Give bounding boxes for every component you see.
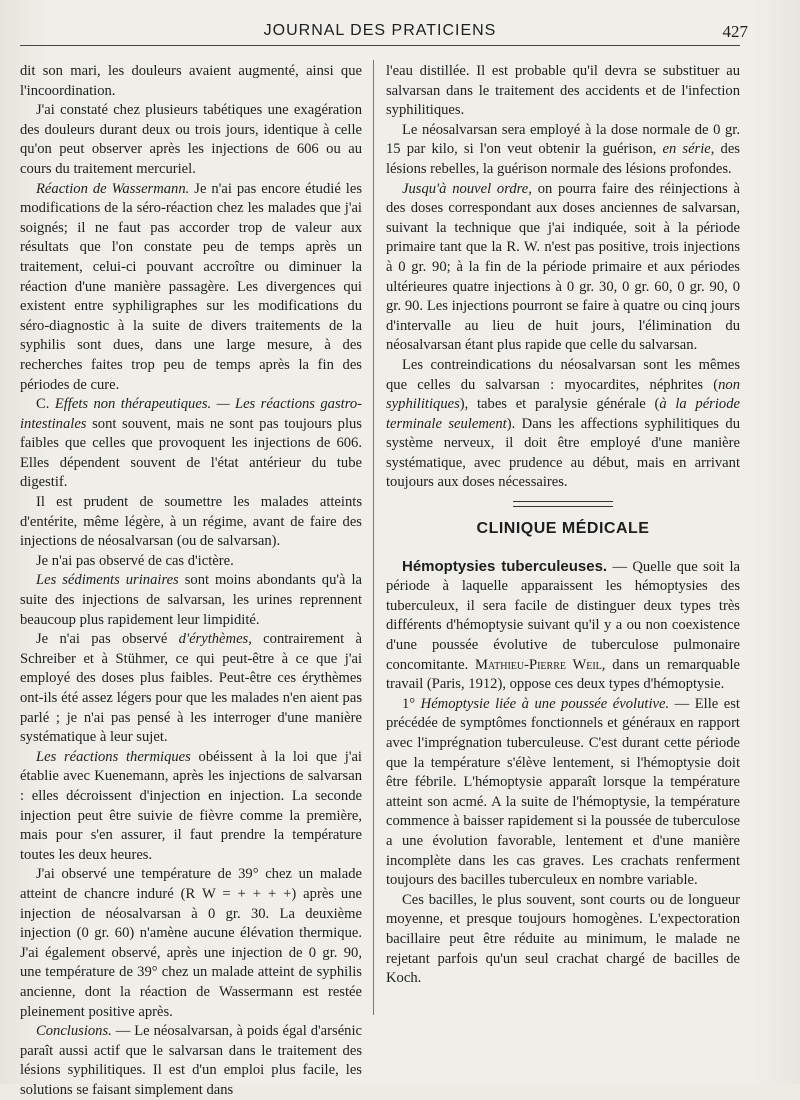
paragraph: l'eau distillée. Il est probable qu'il devra se substituer au salvarsan dans le traitement des accidents et de l'infection syphilitiques. bbox=[386, 63, 740, 119]
paragraph: C. Effets non thérapeutiques. — Les réactions gastro-intestinales sont souvent, mais ne sont pas toujours plus faibles que celles que provoquent les injections de 606. Elles dépendent souvent de l'état antérieur du tube digestif. bbox=[20, 396, 363, 491]
right-column bbox=[386, 62, 740, 989]
subsection-title: Jusqu'à nouvel ordre bbox=[402, 180, 529, 197]
column-divider bbox=[373, 60, 374, 1015]
subsection-title: Hémoptysie liée à une poussée évolutive. bbox=[420, 695, 670, 712]
paragraph: Je n'ai pas observé d'érythèmes, contrairement à Schreiber et à Stühmer, ce qui peut-être à ce que j'ai employé des doses plus faibles. Peut-être ces érythèmes ont-ils été assez légers pour que les malades n'en aient pas parlé ; je n'ai pas pensé à les interroger d'une manière systématique à leur sujet. bbox=[20, 631, 362, 746]
subsection-title: d'érythèmes bbox=[178, 631, 249, 648]
author-name: Mathieu-Pierre Weil bbox=[475, 656, 602, 673]
paragraph: Les contreindications du néosalvarsan sont les mêmes que celles du salvarsan : myocardites, néphrites (non syphilitiques), tabes et paralysie générale (à la période terminale seulement). Dans les affections syphilitiques du système nerveux, il doit être employé d'une manière systématique, avec prudence au début, mais en arrivant toujours aux doses nécessaires. bbox=[386, 356, 740, 491]
paragraph: Je n'ai pas observé de cas d'ictère. bbox=[36, 552, 234, 569]
page-header bbox=[20, 20, 748, 44]
paragraph: 1° Hémoptysie liée à une poussée évolutive. — Elle est précédée de symptômes fonctionnels et généraux en rapport avec l'imprégnation tuberculeuse. C'est durant cette période que la température s'élève lentement, si l'hémoptysie doit être fébrile. L'hémoptysie apparaît lorsque la température atteint son acmé. A la suite de l'hémoptysie, la température commence à baisser rapidement si la poussée de tuberculose a une évolution favorable, lentement et d'une manière incomplète dans les cas graves. Les crachats renferment toujours des bacilles tuberculeux en nombre variable. bbox=[386, 695, 740, 889]
left-column bbox=[20, 62, 362, 1100]
paragraph: Conclusions. — Le néosalvarsan, à poids égal d'arsénic paraît aussi actif que le salvarsan dans le traitement des lésions syphilitiques. Il est d'un emploi plus facile, les solutions se faisant simplement dans bbox=[20, 1023, 362, 1098]
running-title: JOURNAL DES PRATICIENS bbox=[263, 22, 497, 39]
header-rule bbox=[20, 45, 740, 46]
page-number: 427 bbox=[722, 22, 748, 41]
paragraph: Jusqu'à nouvel ordre, on pourra faire des réinjections à des doses correspondant aux doses anciennes de salvarsan, suivant la technique que j'ai indiquée, soit à la période primaire tant que la R. W. n'est pas positive, trois injections à 0 gr. 90; à la fin de la période primaire et aux périodes ultérieures quatre injections à 0 gr. 30, 0 gr. 60, 0 gr. 90, 0 gr. 90. Les injections pourront se faire à quatre ou cinq jours d'intervalle au lieu de huit jours, l'élimination du néosalvarsan étant plus rapide que celle du salvarsan. bbox=[386, 180, 740, 354]
subsection-title: Réaction de Wassermann. bbox=[36, 180, 190, 197]
paragraph: Réaction de Wassermann. Je n'ai pas encore étudié les modifications de la séro-réaction chez les malades que j'ai soignés; il ne faut pas accorder trop de valeur aux résultats que l'on constate peu de temps après un traitement, celui-ci pouvant accroître ou diminuer la réaction d'une manière passagère. Les divergences qui existent entre syphiligraphes sur les modifications du séro-diagnostic à la suite de divers traitements de la syphilis sont dues, dans une large mesure, à des recherches faites trop peu de temps après la fin des périodes de cure. bbox=[20, 180, 362, 393]
subsection-title: Effets non thérapeutiques. — Les réactions gastro-intestinales bbox=[20, 396, 363, 432]
paragraph: J'ai constaté chez plusieurs tabétiques une exagération des douleurs durant deux ou trois jours, identique à celle qu'on peut observer après les injections de 606 ou au cours du traitement mercuriel. bbox=[20, 102, 362, 177]
paragraph: Il est prudent de soumettre les malades atteints d'entérite, même légère, à un régime, avant de faire des injections de néosalvarsan (ou de salvarsan). bbox=[20, 494, 362, 550]
paragraph: Le néosalvarsan sera employé à la dose normale de 0 gr. 15 par kilo, si l'on veut obtenir la guérison, en série, des lésions rebelles, la guérison normale des lésions profondes. bbox=[386, 121, 740, 177]
subsection-title: Les sédiments urinaires bbox=[36, 572, 179, 589]
section-rule bbox=[513, 501, 613, 507]
section-heading: CLINIQUE MÉDICALE bbox=[476, 520, 650, 538]
paragraph: dit son mari, les douleurs avaient augmenté, ainsi que l'incoordination. bbox=[20, 63, 362, 99]
subsection-title: Les réactions thermiques bbox=[36, 748, 191, 765]
paragraph: Hémoptysies tuberculeuses. — Quelle que soit la période à laquelle apparaissent les hémoptysies des tuberculeux, il sera facile de distinguer deux types très différents d'hémoptysie suivant qu'il y a ou non coexistence d'une poussée évolutive de tuberculose pulmonaire concomitante. Mathieu-Pierre Weil, dans un remarquable travail (Paris, 1912), oppose ces deux types d'hémoptysie. bbox=[386, 557, 740, 693]
paragraph: J'ai observé une température de 39° chez un malade atteint de chancre induré (R W = + + + +) après une injection de néosalvarsan à 0 gr. 30. La deuxième injection (0 gr. 60) n'amène aucune élévation thermique. J'ai également observé, après une injection de 0 gr. 90, une température de 39° chez un malade atteint de syphilis ancienne, dont la réaction de Wassermann est restée pleinement positive après. bbox=[20, 866, 362, 1020]
paragraph: Ces bacilles, le plus souvent, sont courts ou de longueur moyenne, et presque toujours homogènes. L'expectoration bacillaire peut être réduite au minimum, le malade ne rejetant parfois qu'un seul crachat chargé de bacilles de Koch. bbox=[386, 891, 740, 987]
paragraph: Les sédiments urinaires sont moins abondants qu'à la suite des injections de salvarsan, les urines reprennent beaucoup plus rapidement leur limpidité. bbox=[20, 572, 363, 628]
article-title: Hémoptysies tuberculeuses. bbox=[402, 557, 608, 575]
subsection-title: Conclusions. bbox=[36, 1023, 112, 1040]
paragraph: Les réactions thermiques obéissent à la loi que j'ai établie avec Kuenemann, après les injections de salvarsan : elles décroissent d'injection en injection. La seconde injection peut être suivie de fièvre comme la première, mais pour s'en assurer, il faut prendre la température toutes les deux heures. bbox=[20, 748, 362, 863]
